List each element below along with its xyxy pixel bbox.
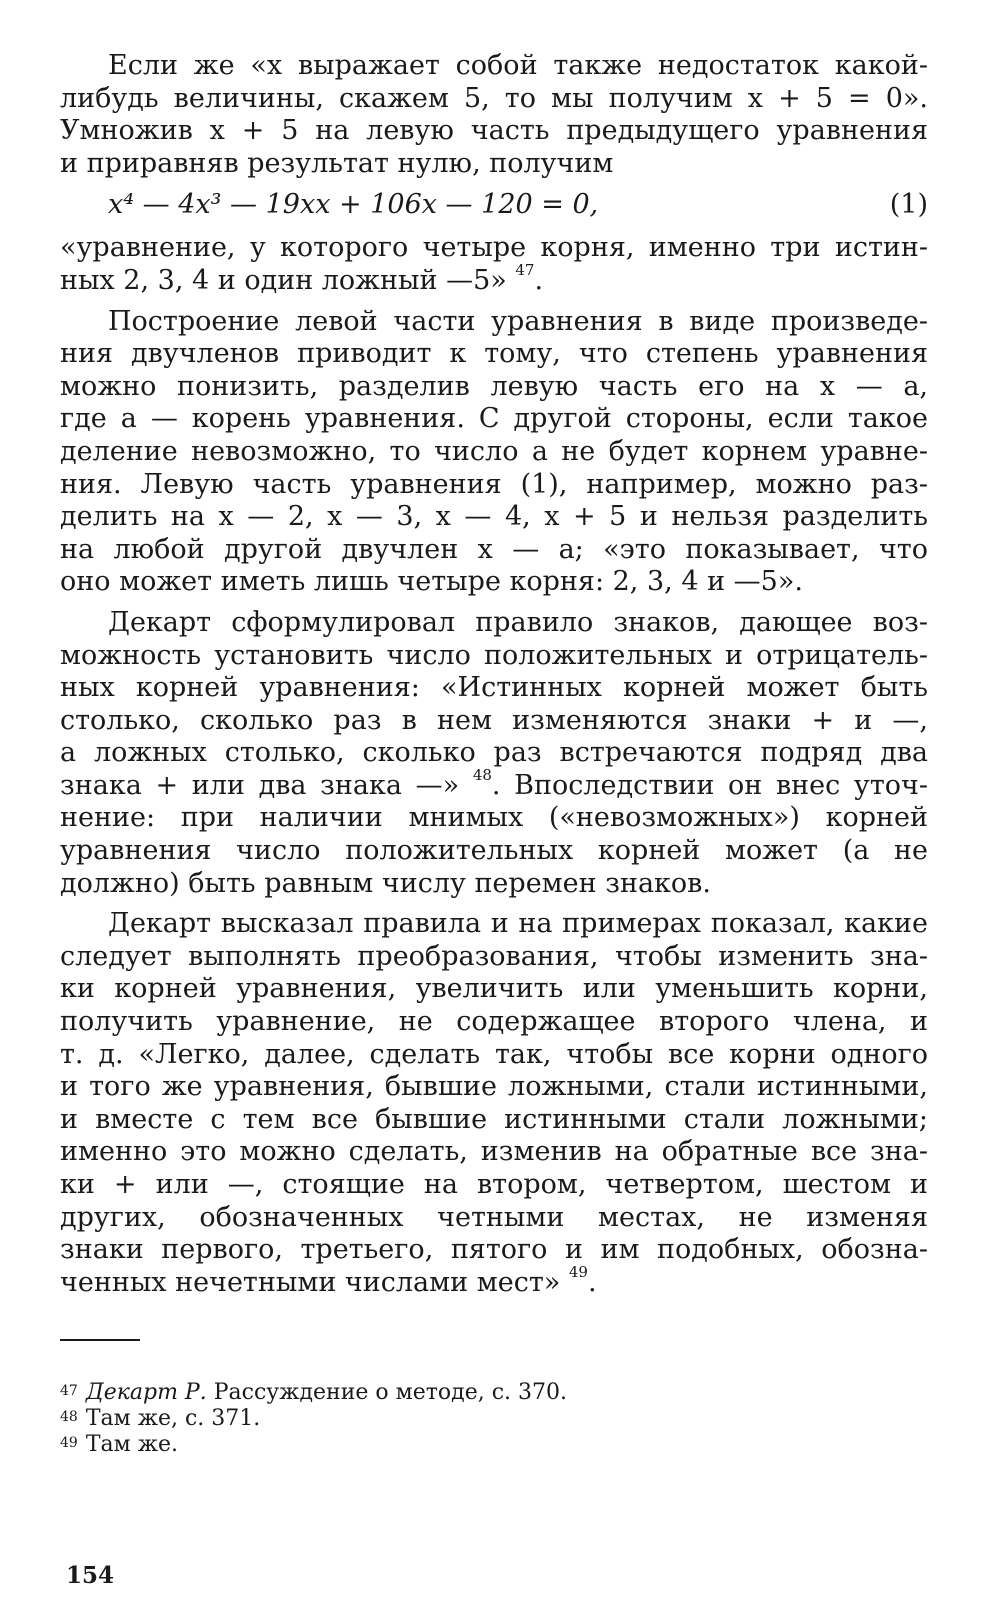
text-line: Если же «x выражает собой также недостаток какой-	[108, 50, 928, 81]
footnote-number: 47	[60, 1383, 78, 1399]
text-line: уравнения число положительных корней может (а не	[60, 835, 928, 867]
footnote-text: Там же.	[85, 1432, 178, 1457]
text-line: Умножив x + 5 на левую часть предыдущего уравнения	[60, 115, 928, 147]
text-line: знаки первого, третьего, пятого и им подобных, обозна-	[60, 1234, 928, 1266]
footnote-number: 49	[60, 1435, 78, 1451]
text-line: где a — корень уравнения. С другой стороны, если такое	[60, 403, 928, 435]
text-line: Построение левой части уравнения в виде произведе-	[108, 305, 928, 337]
footnote-number: 48	[60, 1409, 78, 1425]
footnote	[60, 1432, 567, 1458]
text-line: столько, сколько раз в нем изменяются знаки + и —,	[60, 704, 928, 736]
equation-number: (1)	[889, 189, 928, 221]
text-line: либудь величины, скажем 5, то мы получим x + 5 = 0».	[60, 82, 928, 114]
text-line: и того же уравнения, бывшие ложными, стали истинными,	[60, 1071, 928, 1103]
footnote	[60, 1380, 567, 1406]
text-line: деление невозможно, то число a не будет корнем уравне-	[60, 435, 928, 467]
footnote-author: Декарт Р.	[85, 1380, 207, 1405]
text-line	[60, 260, 928, 298]
text-line: и приравняв результат нулю, получим	[60, 147, 614, 179]
text-line: Декарт сформулировал правило знаков, дающее воз-	[108, 606, 928, 638]
footnote-ref: 47	[515, 260, 535, 279]
footnote-text: Там же, с. 371.	[85, 1406, 261, 1431]
text-line: можность установить число положительных и отрицатель-	[60, 639, 928, 671]
text-line: а ложных столько, сколько раз встречаются подряд два	[60, 737, 928, 769]
text-line: ки + или —, стоящие на втором, четвертом, шестом и	[60, 1169, 928, 1200]
text-fragment: .	[534, 264, 544, 296]
footnote-ref: 49	[568, 1262, 588, 1281]
text-line: ния двучленов приводит к тому, что степень уравнения	[60, 338, 928, 370]
footnote-ref: 48	[472, 765, 492, 784]
text-line: на любой другой двучлен x — a; «это показывает, что	[60, 533, 928, 565]
footnotes	[60, 1380, 567, 1458]
text-line: получить уравнение, не содержащее второго члена, и	[60, 1006, 928, 1038]
text-line: оно может иметь лишь четыре корня: 2, 3, 4 и —5».	[60, 566, 803, 598]
text-line: других, обозначенных четными местах, не изменяя	[60, 1201, 928, 1233]
footnote-divider	[60, 1339, 140, 1341]
text-line: можно понизить, разделив левую часть его на x — a,	[60, 370, 928, 402]
text-fragment: . Впоследствии он внес уточ-	[491, 769, 928, 801]
text-line: т. д. «Легко, далее, сделать так, чтобы все корни одного	[60, 1038, 928, 1070]
text-line	[60, 1262, 928, 1300]
equation	[60, 184, 928, 226]
text-line: делить на x — 2, x — 3, x — 4, x + 5 и нельзя разделить	[60, 501, 928, 533]
footnote-text: Рассуждение о методе, с. 370.	[206, 1380, 568, 1405]
text-fragment: ных 2, 3, 4 и один ложный —5»	[60, 264, 507, 296]
text-line: ных корней уравнения: «Истинных корней может быть	[60, 672, 928, 704]
body-text	[60, 50, 928, 1299]
text-fragment: ченных нечетными числами мест»	[60, 1266, 561, 1298]
page-number: 154	[66, 1562, 115, 1589]
text-line: Декарт высказал правила и на примерах показал, какие	[108, 908, 928, 940]
text-line: «уравнение, у которого четыре корня, именно три истин-	[60, 232, 928, 264]
text-line: ки корней уравнения, увеличить или уменьшить корни,	[60, 973, 928, 1005]
footnote	[60, 1406, 567, 1432]
text-line: должно) быть равным числу перемен знаков.	[60, 867, 711, 899]
text-line: нение: при наличии мнимых («невозможных») корней	[60, 802, 928, 834]
text-fragment: знака + или два знака —»	[60, 769, 460, 801]
text-line: ния. Левую часть уравнения (1), например, можно раз-	[60, 468, 928, 500]
text-line: и вместе с тем все бывшие истинными стали ложными;	[60, 1103, 928, 1135]
text-line	[60, 765, 928, 803]
text-line: именно это можно сделать, изменив на обратные все зна-	[60, 1136, 928, 1168]
text-line: следует выполнять преобразования, чтобы изменить зна-	[60, 940, 928, 972]
equation-expression: x⁴ — 4x³ — 19xx + 106x — 120 = 0,	[108, 189, 599, 221]
text-fragment: .	[587, 1266, 597, 1298]
